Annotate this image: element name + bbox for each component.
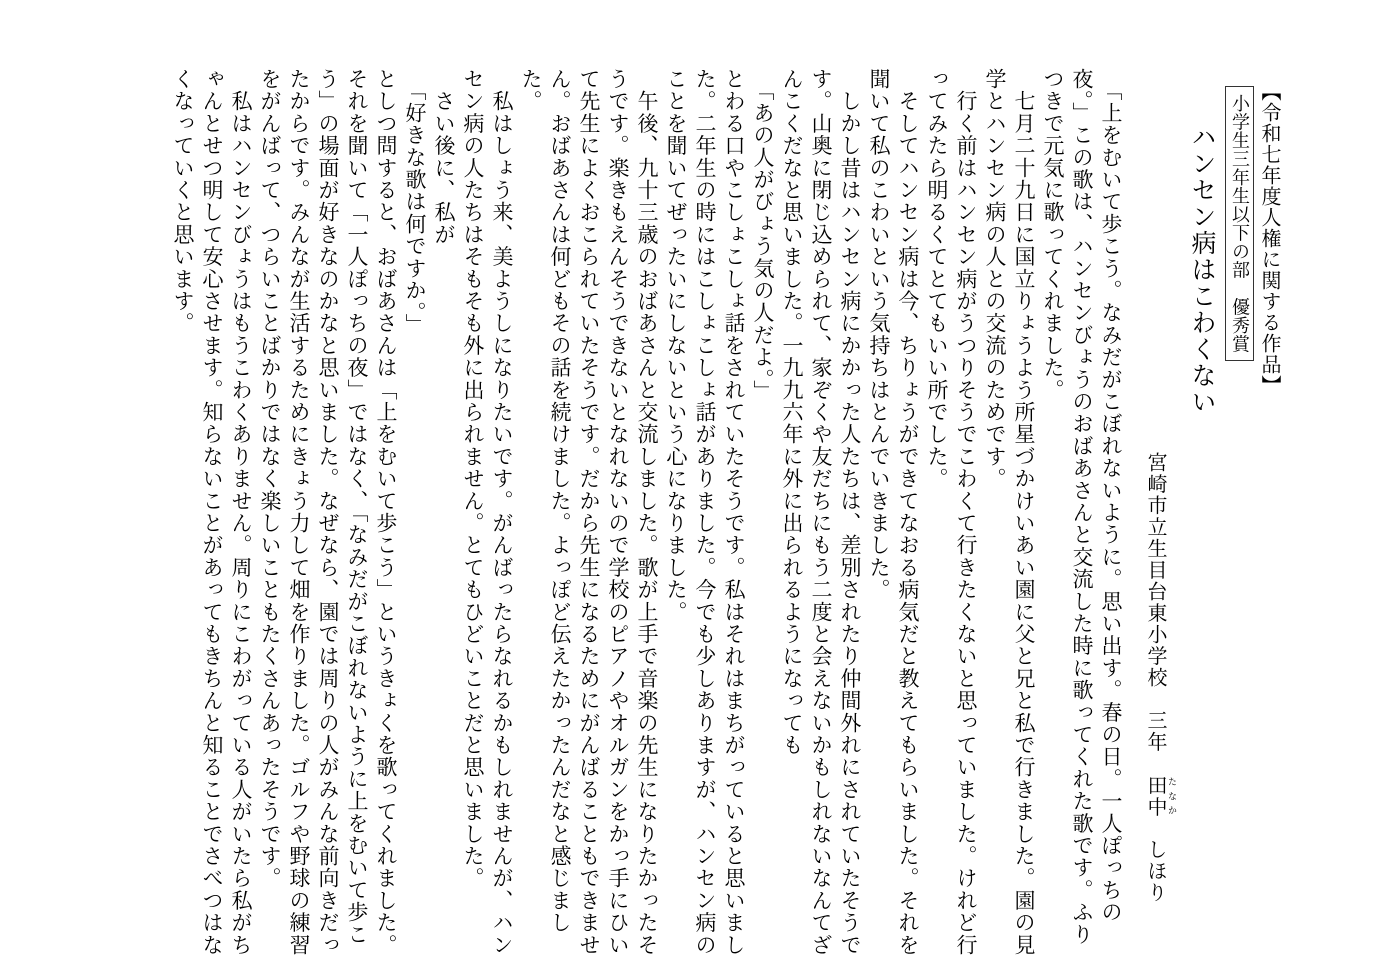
paragraph-10: さい後に、私が [432, 68, 456, 246]
paragraph-1: 「上をむいて歩こう。なみだがこぼれないように。思い出す。春の日。一人ぽっちの夜。」この歌は、ハンセンびょうのおばあさんと交流した時に歌ってくれた歌です。ふりつきで元気に歌ってくれました。 [1041, 68, 1123, 946]
byline-school-grade: 宮崎市立生目台東小学校 三年 [1144, 452, 1168, 775]
author-surname-text: 田中 [1144, 774, 1168, 818]
paragraph-9: 私はしょう来、美ようしになりたいです。がんばったらなれるかもしれませんが、ハンセン病の人たちはそもそも外に出られません。とてもひどいことだと思いました。 [461, 68, 514, 956]
paragraph-12: としつ問すると、おばあさんは「上をむいて歩こう」というきょくを歌ってくれました。それを聞いて「一人ぽっちの夜」ではなく、「なみだがこぼれないように上をむいて歩こう」の場面が好きなのかなと思いました。なぜなら、園では周りの人がみんな前向きだったからです。みんなが生活するためにきょう力して畑を作りました。ゴルフや野球の練習をがんばって、つらいことばかりではなく楽しいこともたくさんあったそうです。 [258, 68, 398, 956]
essay-title: ハンセン病はこわくない [1188, 124, 1217, 416]
paragraph-5: しかし昔はハンセン病にかかった人たちは、差別されたり仲間外れにされていたそうです。山奥に閉じ込められて、家ぞくや友だちにもう二度と会えないかもしれないなんてざんこくだなと思いました。一九九六年に外に出られるようになっても [780, 68, 862, 956]
paragraph-13: 私はハンセンびょうはもうこわくありません。周りにこわがっている人がいたら私がちゃんとせつ明して安心させます。知らないことがあってもきちんと知ることでさべつはなくなっていくと思います。 [171, 68, 253, 956]
contest-category-heading: 【令和七年度人権に関する作品】 [1258, 81, 1282, 396]
paragraph-6-quote: 「あの人がびょう気の人だよ。」 [751, 68, 775, 403]
paragraph-8: 午後、九十三歳のおばあさんと交流しました。歌が上手で音楽の先生になりたかったそうです。楽きもえんそうできないとなれないので学校のピアノやオルガンをかっ手にひいて先生によくおこられていたそうです。だから先生になるためにがんばることもできません。おばあさんは何どもその話を続けました。よっぽど伝えたかったんだなと感じました。 [519, 68, 659, 956]
paragraph-4: そしてハンセン病は今、ちりょうができてなおる病気だと教えてもらいました。それを聞いて私のこわいという気持ちはとんでいきました。 [867, 68, 920, 956]
paragraph-11-quote: 「好きな歌は何ですか。」 [403, 68, 427, 336]
vertical-essay-document [94, 68, 1284, 958]
author-given-name: しほり [1144, 817, 1168, 904]
division-award-box: 小学生三年生以下の部 優秀賞 [1225, 86, 1254, 361]
paragraph-2: 七月二十九日に国立りょうよう所星づかけいあい園に父と兄と私で行きました。園の見学とハンセン病の人との交流のためです。 [983, 68, 1036, 957]
author-surname [1144, 774, 1176, 818]
paragraph-3: 行く前はハンセン病がうつりそうでこわくて行きたくないと思っていました。けれど行ってみたら明るくてとてもいい所でした。 [925, 68, 978, 956]
division-award-line [1226, 68, 1252, 958]
paragraph-7: とわる口やこしょこしょ話をされていたそうです。私はそれはまちがっていると思いました。二年生の時にはこしょこしょ話がありました。今でも少しありますが、ハンセン病のことを聞いてぜったいにしないという心になりました。 [664, 68, 746, 956]
essay-body [168, 68, 1125, 958]
author-surname-furigana: たなか [1166, 774, 1176, 818]
byline [1141, 68, 1176, 958]
